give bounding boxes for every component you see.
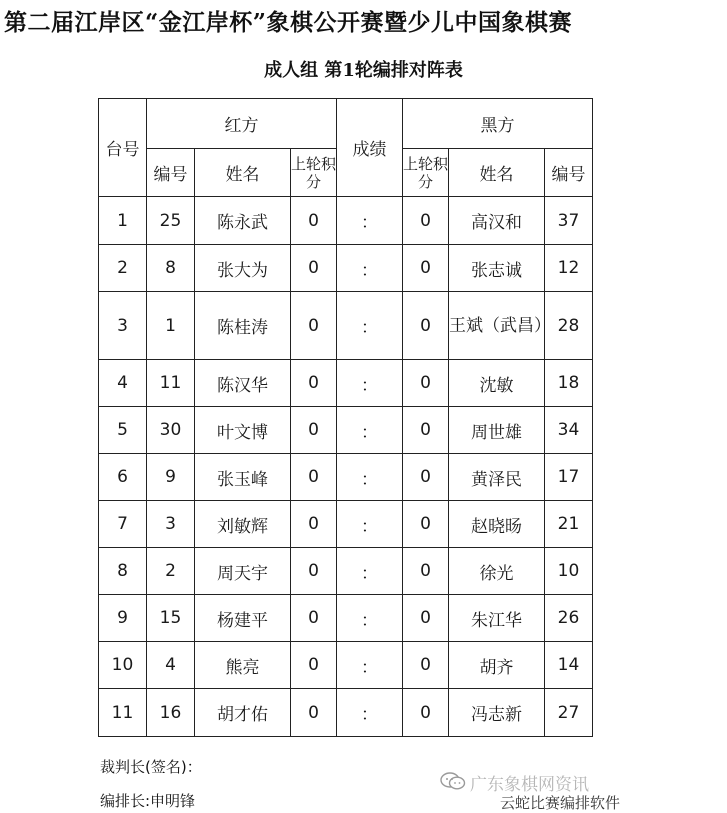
black-player-no: 14 xyxy=(545,642,593,689)
red-prev-points: 0 xyxy=(291,292,337,360)
result-cell: ： xyxy=(337,501,403,548)
header-black-no: 编号 xyxy=(545,149,593,197)
red-prev-points: 0 xyxy=(291,642,337,689)
black-player-no: 17 xyxy=(545,454,593,501)
table-row xyxy=(99,689,593,737)
black-prev-points: 0 xyxy=(403,360,449,407)
red-player-no: 8 xyxy=(147,245,195,292)
board-number: 5 xyxy=(99,407,147,454)
board-number: 6 xyxy=(99,454,147,501)
black-player-name: 徐光 xyxy=(449,548,545,595)
header-red-points: 上轮积分 xyxy=(291,149,337,197)
black-prev-points: 0 xyxy=(403,245,449,292)
red-prev-points: 0 xyxy=(291,360,337,407)
red-prev-points: 0 xyxy=(291,245,337,292)
red-prev-points: 0 xyxy=(291,595,337,642)
black-player-no: 26 xyxy=(545,595,593,642)
result-cell: ： xyxy=(337,642,403,689)
black-player-no: 28 xyxy=(545,292,593,360)
referee-signature-label: 裁判长(签名)： xyxy=(100,758,202,776)
page-subtitle: 成人组 第1轮编排对阵表 xyxy=(264,60,463,81)
black-player-no: 21 xyxy=(545,501,593,548)
table-row xyxy=(99,595,593,642)
red-player-no: 11 xyxy=(147,360,195,407)
header-black-points: 上轮积分 xyxy=(403,149,449,197)
table-row xyxy=(99,292,593,360)
board-number: 10 xyxy=(99,642,147,689)
black-prev-points: 0 xyxy=(403,197,449,245)
red-player-name: 熊亮 xyxy=(195,642,291,689)
result-cell: ： xyxy=(337,407,403,454)
table-row xyxy=(99,548,593,595)
result-cell: ： xyxy=(337,689,403,737)
red-player-name: 刘敏辉 xyxy=(195,501,291,548)
red-player-no: 3 xyxy=(147,501,195,548)
black-prev-points: 0 xyxy=(403,548,449,595)
board-number: 7 xyxy=(99,501,147,548)
result-cell: ： xyxy=(337,292,403,360)
red-player-name: 张玉峰 xyxy=(195,454,291,501)
table-row xyxy=(99,360,593,407)
table-row xyxy=(99,197,593,245)
black-player-name: 胡齐 xyxy=(449,642,545,689)
red-player-name: 胡才佑 xyxy=(195,689,291,737)
black-prev-points: 0 xyxy=(403,689,449,737)
black-player-name: 黄泽民 xyxy=(449,454,545,501)
result-cell: ： xyxy=(337,197,403,245)
black-prev-points: 0 xyxy=(403,407,449,454)
header-black: 黑方 xyxy=(403,99,593,149)
table-row xyxy=(99,245,593,292)
board-number: 1 xyxy=(99,197,147,245)
board-number: 3 xyxy=(99,292,147,360)
black-player-no: 37 xyxy=(545,197,593,245)
black-player-name: 沈敏 xyxy=(449,360,545,407)
black-player-no: 27 xyxy=(545,689,593,737)
table-row xyxy=(99,407,593,454)
software-label: 云蛇比赛编排软件 xyxy=(500,794,621,812)
result-cell: ： xyxy=(337,595,403,642)
board-number: 9 xyxy=(99,595,147,642)
black-player-no: 18 xyxy=(545,360,593,407)
red-player-name: 陈汉华 xyxy=(195,360,291,407)
wechat-icon xyxy=(440,771,466,791)
red-player-no: 30 xyxy=(147,407,195,454)
red-prev-points: 0 xyxy=(291,501,337,548)
black-player-name: 周世雄 xyxy=(449,407,545,454)
header-red: 红方 xyxy=(147,99,337,149)
header-board: 台号 xyxy=(99,99,147,197)
red-player-no: 2 xyxy=(147,548,195,595)
black-prev-points: 0 xyxy=(403,501,449,548)
black-player-no: 12 xyxy=(545,245,593,292)
red-player-no: 4 xyxy=(147,642,195,689)
black-prev-points: 0 xyxy=(403,292,449,360)
board-number: 2 xyxy=(99,245,147,292)
red-player-no: 16 xyxy=(147,689,195,737)
red-player-name: 陈永武 xyxy=(195,197,291,245)
black-player-name: 王斌（武昌） xyxy=(449,292,545,360)
red-prev-points: 0 xyxy=(291,689,337,737)
table-row xyxy=(99,501,593,548)
red-player-no: 15 xyxy=(147,595,195,642)
header-red-no: 编号 xyxy=(147,149,195,197)
black-prev-points: 0 xyxy=(403,595,449,642)
black-player-name: 张志诚 xyxy=(449,245,545,292)
board-number: 8 xyxy=(99,548,147,595)
red-player-name: 周天宇 xyxy=(195,548,291,595)
red-prev-points: 0 xyxy=(291,197,337,245)
result-cell: ： xyxy=(337,245,403,292)
black-player-no: 34 xyxy=(545,407,593,454)
result-cell: ： xyxy=(337,360,403,407)
pairing-table xyxy=(98,98,593,737)
header-red-name: 姓名 xyxy=(195,149,291,197)
arranger-label: 编排长:申明锋 xyxy=(100,792,196,810)
black-player-no: 10 xyxy=(545,548,593,595)
red-player-name: 陈桂涛 xyxy=(195,292,291,360)
red-prev-points: 0 xyxy=(291,407,337,454)
header-black-name: 姓名 xyxy=(449,149,545,197)
board-number: 4 xyxy=(99,360,147,407)
red-player-no: 25 xyxy=(147,197,195,245)
table-row xyxy=(99,454,593,501)
red-player-name: 张大为 xyxy=(195,245,291,292)
black-player-name: 朱江华 xyxy=(449,595,545,642)
black-prev-points: 0 xyxy=(403,454,449,501)
table-row xyxy=(99,642,593,689)
red-prev-points: 0 xyxy=(291,454,337,501)
black-player-name: 高汉和 xyxy=(449,197,545,245)
red-prev-points: 0 xyxy=(291,548,337,595)
result-cell: ： xyxy=(337,548,403,595)
red-player-no: 9 xyxy=(147,454,195,501)
watermark-text: 广东象棋网资讯 xyxy=(470,775,589,795)
black-player-name: 赵晓旸 xyxy=(449,501,545,548)
header-result: 成绩 xyxy=(337,99,403,197)
page-title: 第二届江岸区“金江岸杯”象棋公开赛暨少儿中国象棋赛 xyxy=(4,9,572,36)
red-player-name: 叶文博 xyxy=(195,407,291,454)
red-player-no: 1 xyxy=(147,292,195,360)
black-prev-points: 0 xyxy=(403,642,449,689)
red-player-name: 杨建平 xyxy=(195,595,291,642)
black-player-name: 冯志新 xyxy=(449,689,545,737)
board-number: 11 xyxy=(99,689,147,737)
result-cell: ： xyxy=(337,454,403,501)
